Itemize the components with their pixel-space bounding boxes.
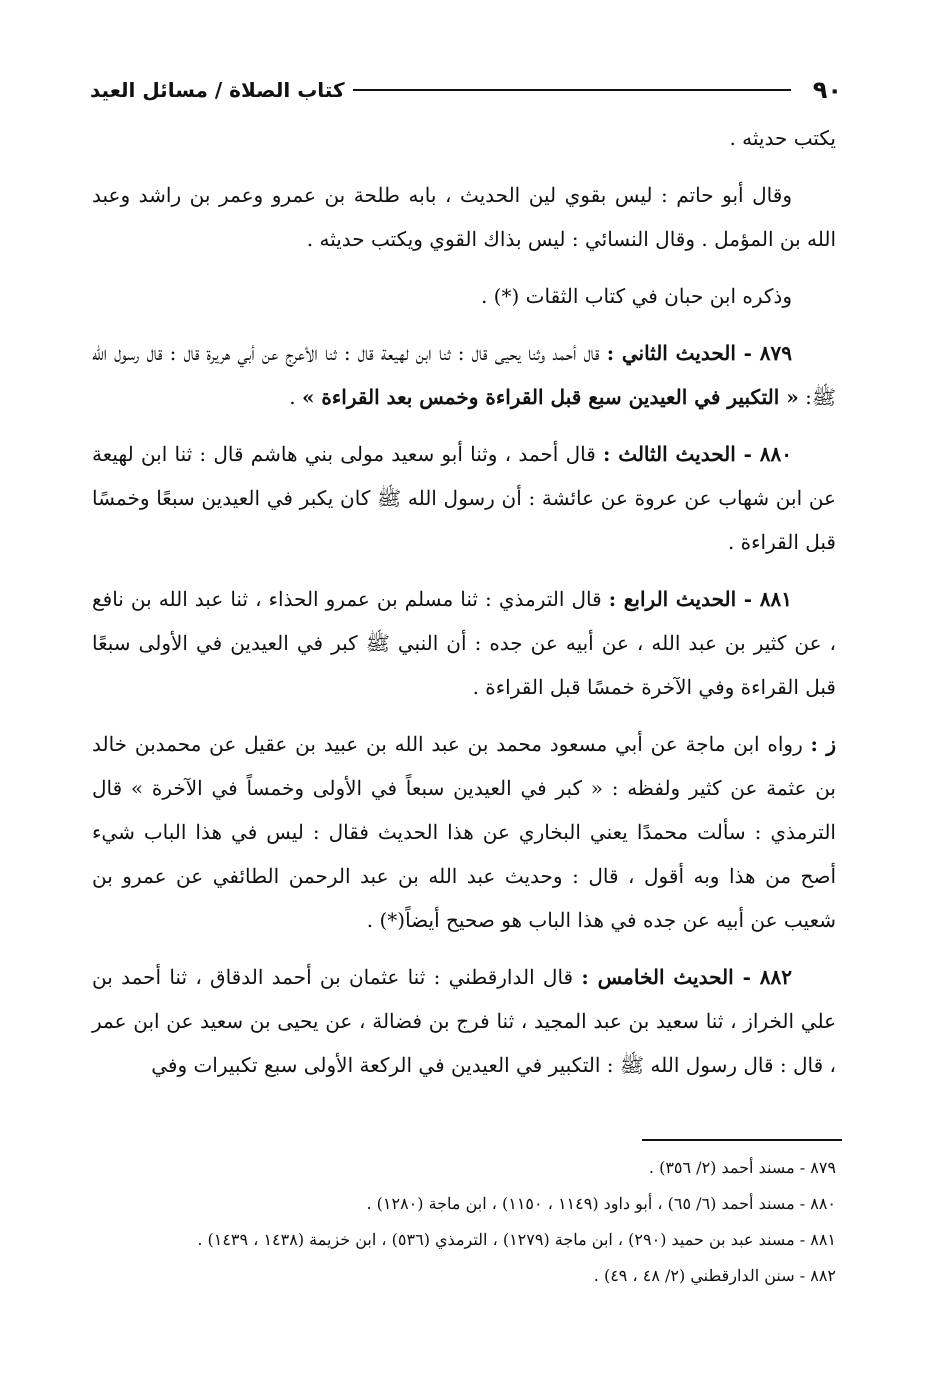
page-number: ٩٠ (812, 76, 842, 104)
paragraph-ibn-hibban (92, 274, 836, 318)
footnote-880: ٨٨٠ - مسند أحمد (٦/ ٦٥) ، أبو داود (١١٤٩ ، ١١٥٠) ، ابن ماجة (١٢٨٠) . (366, 1194, 836, 1213)
zay-marker: ز : (810, 732, 836, 756)
footnote-881: ٨٨١ - مسند عبد بن حميد (٢٩٠) ، ابن ماجة (١٢٧٩) ، الترمذي (٥٣٦) ، ابن خزيمة (١٤٣٨ ، ١٤٣٩) . (197, 1230, 836, 1249)
hadith-end: . (289, 385, 302, 409)
paragraph-abu-hatim (92, 173, 836, 261)
hadith-879 (92, 331, 836, 419)
hadith-heading: ٨٨١ - الحديث الرابع : (608, 587, 792, 611)
hadith-heading: ٨٧٩ - الحديث الثاني : (606, 341, 792, 365)
hadith-isnad: قال أحمد وثنا يحيى قال : ثنا ابن لهيعة قال : ثنا الأعرج عن أبي هريرة قال : قال رسول الله ﷺ: (92, 341, 836, 409)
hadith-body: قال الدارقطني : ثنا عثمان بن أحمد الدقاق ، ثنا أحمد بن علي الخراز ، ثنا سعيد بن عبد المجيد ، ثنا فرج بن فضالة ، عن يحيى بن سعيد عن ابن عمر ، قال : قال رسول الله ﷺ : التكبير في العيدين في الركعة الأولى سبع تكبيرات وفي (92, 965, 836, 1077)
note-body: رواه ابن ماجة عن أبي مسعود محمد بن عبد الله بن عبيد بن عقيل عن محمدبن خالد بن عثمة عن كثير ولفظه : « كبر في العيدين سبعاً في الأولى وخمساً في الآخرة » قال الترمذي : سألت محمدًا يعني البخاري عن هذا الحديث فقال : ليس في هذا الباب شيء أصح من هذا وبه أقول ، قال : وحديث عبد الله بن عبد الرحمن الطائفي عن عمرو بن شعيب عن أبيه عن جده في هذا الباب هو صحيح أيضاً(*) . (92, 732, 836, 932)
footnote-882: ٨٨٢ - سنن الدارقطني (٢/ ٤٨ ، ٤٩) . (593, 1266, 836, 1285)
paragraph-continuation (92, 116, 836, 160)
hadith-heading: ٨٨٠ - الحديث الثالث : (602, 442, 792, 466)
page-header (90, 72, 842, 108)
paragraph-text: يكتب حديثه . (729, 126, 836, 150)
hadith-body: قال الترمذي : ثنا مسلم بن عمرو الحذاء ، ثنا عبد الله بن نافع ، عن كثير بن عبد الله ، عن أبيه عن جده : أن النبي ﷺ كبر في العيدين في الأولى سبعًا قبل القراءة وفي الآخرة خمسًا قبل القراءة . (92, 587, 836, 699)
hadith-matn: « التكبير في العيدين سبع قبل القراءة وخمس بعد القراءة » (301, 385, 799, 409)
main-text (92, 116, 836, 1100)
hadith-882 (92, 955, 836, 1087)
footnote-879: ٨٧٩ - مسند أحمد (٢/ ٣٥٦) . (648, 1158, 836, 1177)
hadith-body: قال أحمد ، وثنا أبو سعيد مولى بني هاشم قال : ثنا ابن لهيعة عن ابن شهاب عن عروة عن عائشة : أن رسول الله ﷺ كان يكبر في العيدين سبعًا وخمسًا قبل القراءة . (92, 442, 836, 554)
footnotes (92, 1150, 836, 1294)
hadith-heading: ٨٨٢ - الحديث الخامس : (581, 965, 792, 989)
hadith-880 (92, 432, 836, 564)
paragraph-text: وذكره ابن حبان في كتاب الثقات (*) . (480, 284, 792, 308)
paragraph-text: وقال أبو حاتم : ليس بقوي لين الحديث ، بابه طلحة بن عمرو وعمر بن راشد وعبد الله بن المؤمل . وقال النسائي : ليس بذاك القوي ويكتب حديثه . (92, 183, 836, 251)
header-rule (353, 89, 791, 91)
hadith-881 (92, 577, 836, 709)
zawaid-note (92, 722, 836, 942)
footnote-separator (642, 1139, 842, 1141)
running-title: كتاب الصلاة / مسائل العيد (90, 78, 345, 102)
